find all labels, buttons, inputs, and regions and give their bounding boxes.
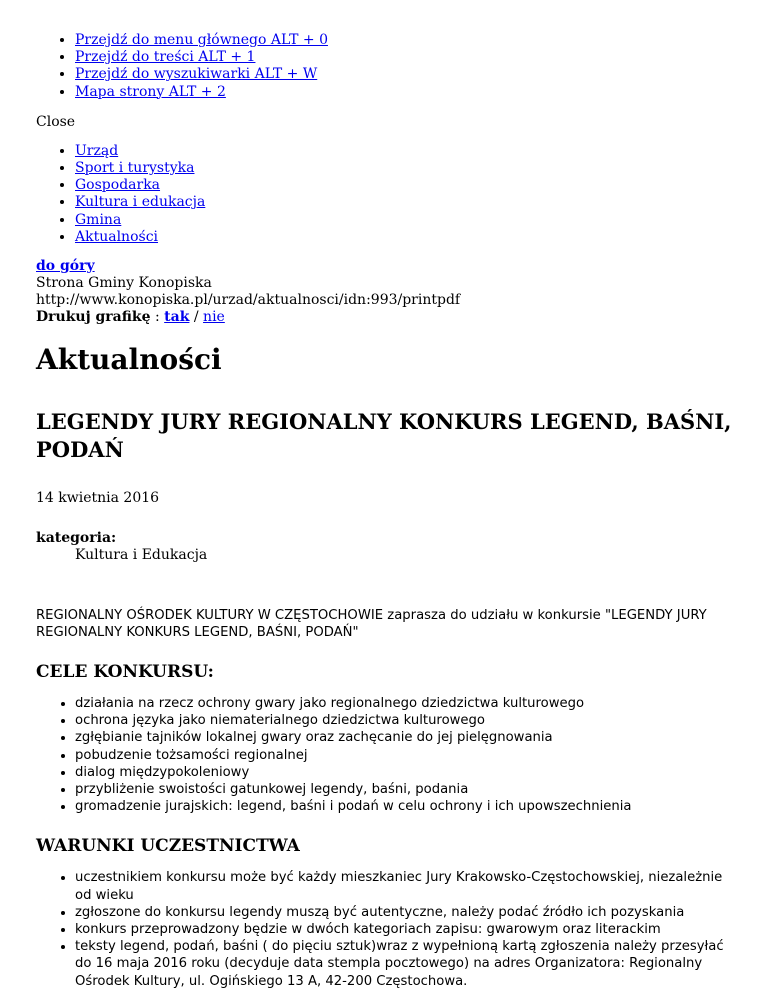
site-name: Strona Gminy Konopiska	[36, 275, 212, 292]
print-graphics-label: Drukuj grafikę	[36, 309, 151, 326]
goal-item: • pobudzenie tożsamości regionalnej	[75, 747, 732, 764]
menu-link-sport[interactable]: Sport i turystyka	[75, 160, 195, 177]
back-to-top-link[interactable]: do góry	[36, 258, 95, 275]
goals-heading: CELE KONKURSU:	[36, 662, 214, 683]
main-menu-item	[75, 160, 732, 177]
goal-item: • gromadzenie jurajskich: legend, baśni i podań w celu ochrony i ich upowszechnienia	[75, 798, 732, 815]
category-label: kategoria:	[36, 530, 117, 547]
skip-to-menu-link[interactable]: Przejdź do menu głównego ALT + 0	[75, 32, 328, 48]
page-title: Aktualności	[36, 343, 222, 377]
goal-item: • dialog międzypokoleniowy	[75, 764, 732, 781]
sitemap-link[interactable]: Mapa strony ALT + 2	[75, 83, 226, 100]
menu-link-gmina[interactable]: Gmina	[75, 211, 122, 228]
main-menu-item	[75, 212, 732, 229]
skip-link-item	[75, 66, 732, 83]
close-label[interactable]: Close	[36, 113, 76, 130]
skip-link-item	[75, 84, 732, 101]
goal-item: • ochrona języka jako niematerialnego dziedzictwa kulturowego	[75, 712, 732, 729]
condition-item: • konkurs przeprowadzony będzie w dwóch kategoriach zapisu: gwarowym oraz literackim	[75, 921, 732, 938]
print-slash: /	[193, 309, 199, 326]
skip-to-content-link[interactable]: Przejdź do treści ALT + 1	[75, 49, 256, 66]
main-menu-item	[75, 194, 732, 211]
skip-link-item	[75, 49, 732, 66]
article-intro: REGIONALNY OŚRODEK KULTURY W CZĘSTOCHOWIE zaprasza do udziału w konkursie "LEGENDY JURY REGIONALNY KONKURS LEGEND, BAŚNI, PODAŃ"	[36, 608, 707, 641]
print-graphics-yes-link[interactable]: tak	[164, 309, 190, 326]
print-graphics-row	[36, 309, 732, 326]
main-menu-item	[75, 143, 732, 160]
goal-item: • zgłębianie tajników lokalnej gwary oraz zachęcanie do jej pielęgnowania	[75, 729, 732, 746]
menu-link-urzad[interactable]: Urząd	[75, 142, 119, 159]
conditions-heading: WARUNKI UCZESTNICTWA	[36, 836, 300, 857]
article-category	[36, 530, 732, 564]
print-separator: :	[155, 309, 160, 326]
print-meta	[36, 258, 732, 326]
page-url: http://www.konopiska.pl/urzad/aktualnosci/idn:993/printpdf	[36, 292, 461, 309]
condition-item: • teksty legend, podań, baśni ( do pięciu sztuk)wraz z wypełnioną kartą zgłoszenia należy przesyłać do 16 maja 2016 roku (decyduje data stempla pocztowego) na adres Organizatora: Regionalny Ośrodek Kultury, ul. Ogińskiego 13 A, 42-200 Częstochowa.	[75, 938, 732, 990]
article-date: 14 kwietnia 2016	[36, 490, 160, 507]
category-value: Kultura i Edukacja	[75, 547, 208, 564]
menu-link-gospodarka[interactable]: Gospodarka	[75, 177, 161, 194]
conditions-list	[36, 869, 732, 989]
condition-item: • uczestnikiem konkursu może być każdy mieszkaniec Jury Krakowsko-Częstochowskiej, niezależnie od wieku	[75, 869, 732, 903]
goal-item: • przybliżenie swoistości gatunkowej legendy, baśni, podania	[75, 781, 732, 798]
condition-item: • zgłoszone do konkursu legendy muszą być autentyczne, należy podać źródło ich pozyskania	[75, 904, 732, 921]
goals-list	[36, 695, 732, 815]
article-title: LEGENDY JURY REGIONALNY KONKURS LEGEND, BAŚNI, PODAŃ	[36, 409, 732, 463]
skip-to-search-link[interactable]: Przejdź do wyszukiwarki ALT + W	[75, 66, 318, 83]
goal-item: • działania na rzecz ochrony gwary jako regionalnego dziedzictwa kulturowego	[75, 695, 732, 712]
menu-link-kultura[interactable]: Kultura i edukacja	[75, 194, 206, 211]
main-menu-item	[75, 229, 732, 246]
menu-link-aktualnosci[interactable]: Aktualności	[75, 228, 159, 245]
main-menu	[36, 143, 732, 246]
print-graphics-no-link[interactable]: nie	[203, 309, 225, 326]
main-menu-item	[75, 177, 732, 194]
skip-link-item	[75, 32, 732, 49]
skip-links	[36, 32, 732, 101]
